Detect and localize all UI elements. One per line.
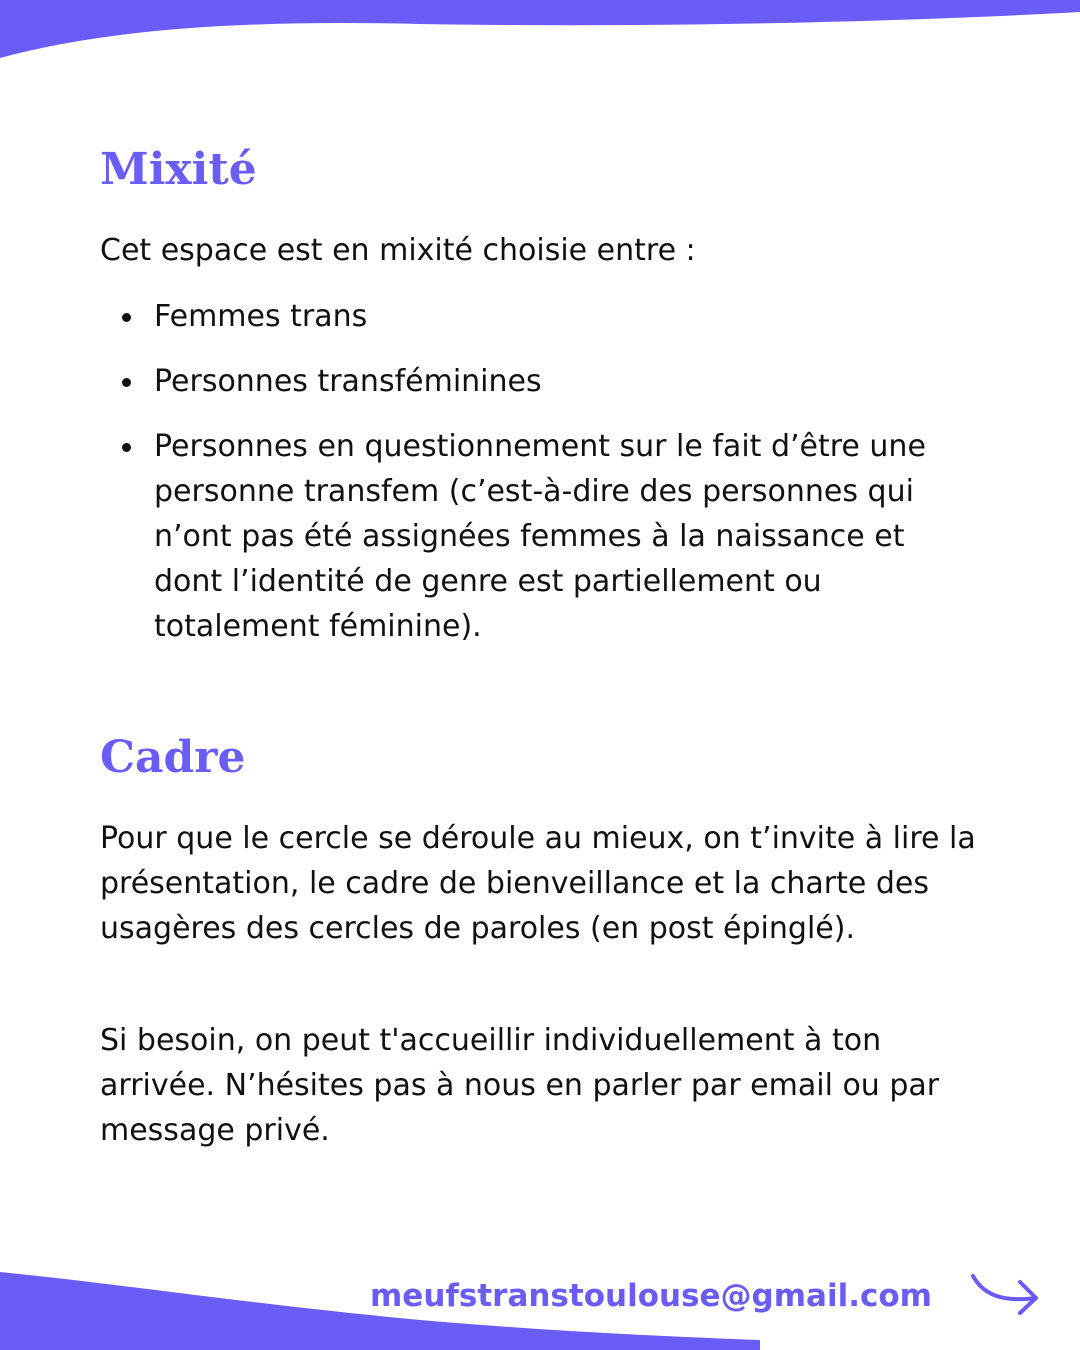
mixite-bullet-list xyxy=(100,294,980,669)
list-item xyxy=(100,359,980,404)
section-title-cadre: Cadre xyxy=(100,732,246,783)
list-item-text: Personnes transféminines xyxy=(154,364,542,399)
cadre-paragraph-1: Pour que le cercle se déroule au mieux, on t’invite à lire la présentation, le cadre de bienveillance et la charte des usagères des cercles de paroles (en post épinglé). xyxy=(100,821,976,946)
arrow-right-icon xyxy=(968,1268,1044,1318)
bullet-icon xyxy=(122,378,131,387)
list-item-text: Personnes en questionnement sur le fait d’être une personne transfem (c’est-à-dire des personnes qui n’ont pas été assignées femmes à la naissance et dont l’identité de genre est partiellement ou totalement féminine). xyxy=(154,429,926,644)
contact-email-link[interactable]: meufstranstoulouse@gmail.com xyxy=(370,1278,932,1314)
bullet-icon xyxy=(122,313,131,322)
list-item-text: Femmes trans xyxy=(154,299,368,334)
top-wave-decoration xyxy=(0,0,1080,70)
section-title-mixite: Mixité xyxy=(100,144,257,195)
mixite-intro: Cet espace est en mixité choisie entre : xyxy=(100,233,696,268)
list-item xyxy=(100,294,980,339)
list-item xyxy=(100,424,980,649)
bullet-icon xyxy=(122,443,131,452)
cadre-paragraph-2: Si besoin, on peut t'accueillir individuellement à ton arrivée. N’hésites pas à nous en parler par email ou par message privé. xyxy=(100,1023,940,1148)
